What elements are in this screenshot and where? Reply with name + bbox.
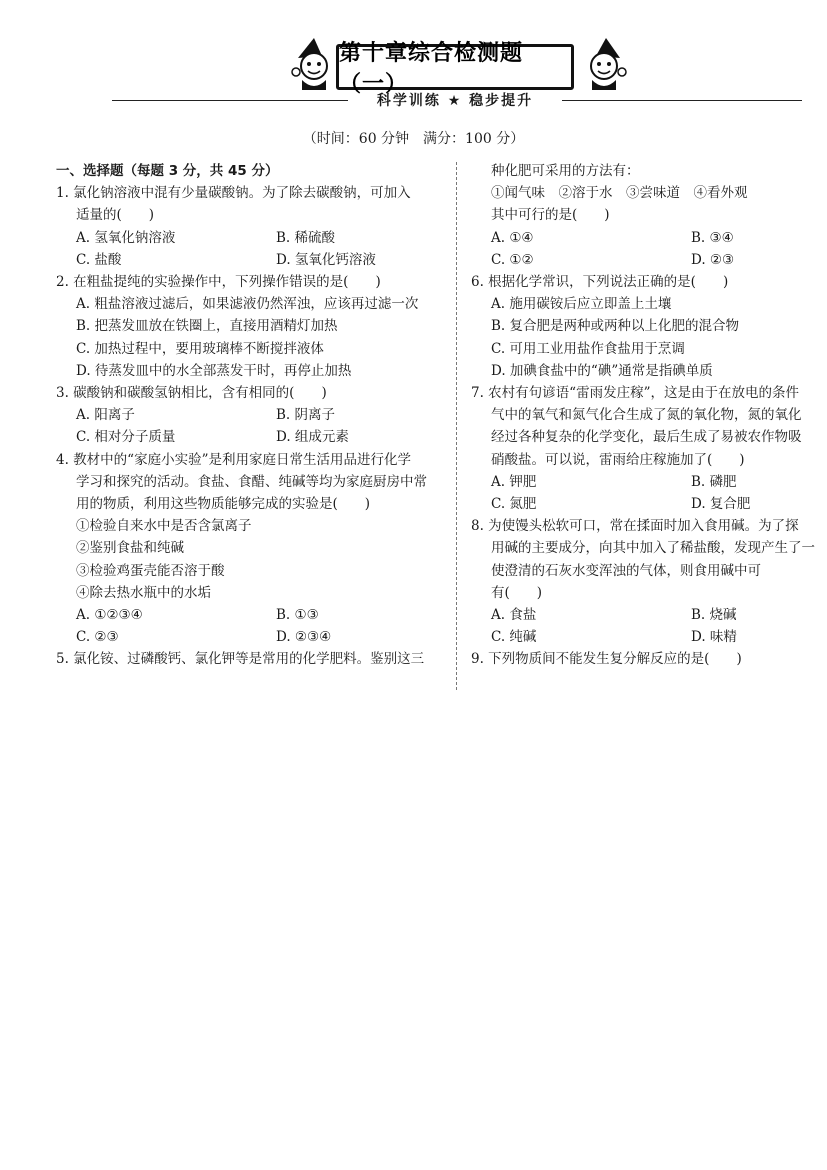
question-stem: 2. 在粗盐提纯的实验操作中，下列操作错误的是( ) <box>56 274 381 291</box>
option-c[interactable]: C. ①② <box>491 251 534 268</box>
question-stem: 学习和探究的活动。食盐、食醋、纯碱等均为家庭厨房中常 <box>76 473 427 490</box>
list-item: ①检验自来水中是否含氯离子 <box>76 518 252 535</box>
question-8 <box>471 515 827 648</box>
option-b[interactable]: B. 阴离子 <box>276 407 336 424</box>
option-c[interactable]: C. 氮肥 <box>491 496 537 513</box>
option-b[interactable]: B. 复合肥是两种或两种以上化肥的混合物 <box>491 318 740 335</box>
page-title: 第十章综合检测题（一） <box>336 44 574 90</box>
question-stem: 9. 下列物质间不能发生复分解反应的是( ) <box>471 651 742 668</box>
question-stem: 有( ) <box>491 584 543 601</box>
header-rule-left <box>112 100 348 101</box>
option-d[interactable]: D. 味精 <box>691 629 737 646</box>
mascot-right-icon <box>578 36 630 92</box>
option-d[interactable]: D. 组成元素 <box>276 429 349 446</box>
option-d[interactable]: D. ②③ <box>691 251 735 268</box>
question-5 <box>56 648 448 670</box>
option-c[interactable]: C. 加热过程中，要用玻璃棒不断搅拌液体 <box>76 340 324 357</box>
question-stem: 种化肥可采用的方法有： <box>491 163 640 179</box>
option-row <box>471 626 827 648</box>
question-stem: 使澄清的石灰水变浑浊的气体，则食用碱中可 <box>491 562 761 579</box>
option-a[interactable]: A. ①④ <box>491 229 534 246</box>
option-b[interactable]: B. 烧碱 <box>691 607 737 624</box>
option-a[interactable]: A. 阳离子 <box>76 407 135 424</box>
page-header <box>0 0 827 147</box>
question-stem: 用的物质，利用这些物质能够完成的实验是( ) <box>76 496 371 513</box>
option-c[interactable]: C. 可用工业用盐作食盐用于烹调 <box>491 340 685 357</box>
list-item: ④除去热水瓶中的水垢 <box>76 584 211 601</box>
option-row <box>56 227 448 249</box>
exam-time-limit: （时间：60 分钟 满分：100 分） <box>302 131 525 147</box>
option-a[interactable]: A. ①②③④ <box>76 607 143 624</box>
question-stem: 4. 教材中的“家庭小实验”是利用家庭日常生活用品进行化学 <box>56 451 411 468</box>
option-row <box>471 471 827 493</box>
question-stem: ①闻气味 ②溶于水 ③尝味道 ④看外观 <box>491 185 748 202</box>
header-rule-right <box>562 100 802 101</box>
option-b[interactable]: B. 把蒸发皿放在铁圈上，直接用酒精灯加热 <box>76 318 338 335</box>
question-1 <box>56 182 448 271</box>
option-d[interactable]: D. 氢氧化钙溶液 <box>276 251 376 268</box>
left-column <box>56 160 448 671</box>
header-slogan: 科学训练 ★ 稳步提升 <box>376 93 534 109</box>
option-row <box>471 227 827 249</box>
option-d[interactable]: D. 待蒸发皿中的水全部蒸发干时，再停止加热 <box>76 362 352 379</box>
column-divider <box>456 162 457 690</box>
option-d[interactable]: D. 加碘食盐中的“碘”通常是指碘单质 <box>491 362 713 379</box>
option-row <box>56 426 448 448</box>
option-c[interactable]: C. ②③ <box>76 629 119 646</box>
option-c[interactable]: C. 相对分子质量 <box>76 429 176 446</box>
option-b[interactable]: B. ①③ <box>276 607 319 624</box>
option-a[interactable]: A. 施用碳铵后应立即盖上土壤 <box>491 296 672 313</box>
option-a[interactable]: A. 粗盐溶液过滤后，如果滤液仍然浑浊，应该再过滤一次 <box>76 296 419 313</box>
list-item: ③检验鸡蛋壳能否溶于酸 <box>76 562 225 579</box>
option-row <box>56 404 448 426</box>
option-a[interactable]: A. 钾肥 <box>491 473 537 490</box>
question-stem: 气中的氧气和氮气化合生成了氮的氧化物，氮的氧化 <box>491 407 802 424</box>
option-b[interactable]: B. 稀硫酸 <box>276 229 336 246</box>
question-stem: 8. 为使馒头松软可口，常在揉面时加入食用碱。为了探 <box>471 518 799 535</box>
question-stem: 1. 氯化钠溶液中混有少量碳酸钠。为了除去碳酸钠，可加入 <box>56 185 411 202</box>
option-row <box>56 604 448 626</box>
option-d[interactable]: D. 复合肥 <box>691 496 751 513</box>
option-row <box>56 249 448 271</box>
list-item: ②鉴别食盐和纯碱 <box>76 540 184 557</box>
question-stem: 3. 碳酸钠和碳酸氢钠相比，含有相同的( ) <box>56 385 327 402</box>
mascot-left-icon <box>288 36 340 92</box>
question-stem: 5. 氯化铵、过磷酸钙、氯化钾等是常用的化学肥料。鉴别这三 <box>56 651 425 668</box>
question-4 <box>56 449 448 649</box>
option-row <box>471 493 827 515</box>
question-7 <box>471 382 827 515</box>
option-row <box>56 626 448 648</box>
question-stem: 适量的( ) <box>76 207 155 224</box>
option-c[interactable]: C. 纯碱 <box>491 629 537 646</box>
question-stem: 其中可行的是( ) <box>491 207 610 224</box>
option-b[interactable]: B. ③④ <box>691 229 734 246</box>
option-b[interactable]: B. 磷肥 <box>691 473 737 490</box>
option-a[interactable]: A. 氢氧化钠溶液 <box>76 229 176 246</box>
question-stem: 6. 根据化学常识，下列说法正确的是( ) <box>471 274 729 291</box>
question-stem: 经过各种复杂的化学变化，最后生成了易被农作物吸 <box>491 429 802 446</box>
question-9 <box>471 648 827 670</box>
option-d[interactable]: D. ②③④ <box>276 629 332 646</box>
question-2 <box>56 271 448 382</box>
question-stem: 用碱的主要成分，向其中加入了稀盐酸，发现产生了一 <box>491 540 815 557</box>
right-column <box>471 160 827 671</box>
question-stem: 7. 农村有句谚语“雷雨发庄稼”，这是由于在放电的条件 <box>471 385 799 402</box>
option-a[interactable]: A. 食盐 <box>491 607 537 624</box>
question-3 <box>56 382 448 449</box>
section-title: 一、选择题（每题 3 分，共 45 分） <box>56 163 279 179</box>
option-row <box>471 249 827 271</box>
option-c[interactable]: C. 盐酸 <box>76 251 122 268</box>
question-stem: 硝酸盐。可以说，雷雨给庄稼施加了( ) <box>491 451 745 468</box>
question-6 <box>471 271 827 382</box>
option-row <box>471 604 827 626</box>
